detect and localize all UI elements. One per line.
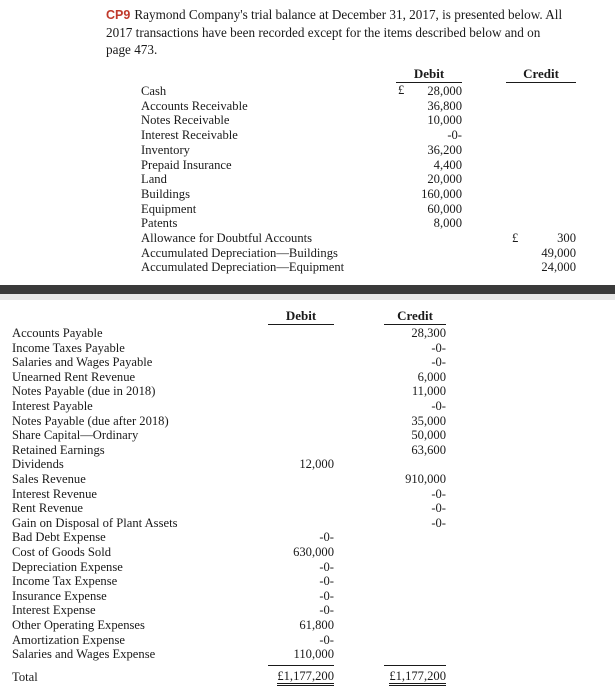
top-debit-currency: £	[398, 83, 405, 97]
bottom-credit-value: -0-	[431, 515, 446, 530]
total-debit-value: £1,177,200	[277, 669, 334, 686]
bottom-account: Depreciation Expense	[12, 559, 123, 574]
top-debit-value: 36,800	[427, 98, 462, 113]
bottom-credit-value	[384, 603, 446, 618]
bottom-account: Income Taxes Payable	[12, 340, 125, 355]
bottom-debit-value	[268, 326, 334, 341]
bottom-account: Accounts Payable	[12, 326, 103, 340]
top-debit-value	[396, 231, 462, 246]
total-debit	[268, 665, 334, 685]
top-account: Accumulated Depreciation—Equipment	[141, 260, 345, 275]
bottom-debit-value	[268, 370, 334, 385]
top-credit-value	[506, 158, 576, 173]
bottom-account: Interest Revenue	[12, 486, 97, 501]
bottom-debit-header: Debit	[268, 308, 334, 325]
top-account: Notes Receivable	[141, 113, 230, 128]
bottom-account: Salaries and Wages Payable	[12, 355, 153, 370]
bottom-credit-value: -0-	[431, 355, 446, 370]
page-band	[0, 294, 615, 300]
top-credit-value	[506, 99, 576, 114]
bottom-credit-value: 11,000	[411, 384, 446, 399]
bottom-credit-value: -0-	[431, 486, 446, 501]
top-debit-value: -0-	[447, 128, 462, 143]
top-account: Buildings	[141, 186, 190, 201]
top-credit-value	[506, 143, 576, 158]
bottom-debit-value	[268, 428, 334, 443]
bottom-account: Notes Payable (due after 2018)	[12, 413, 169, 428]
bottom-account: Notes Payable (due in 2018)	[12, 384, 156, 399]
bottom-credit-value	[384, 545, 446, 560]
bottom-debit-value: -0-	[319, 574, 334, 589]
bottom-account: Dividends	[12, 457, 64, 472]
bottom-debit-value	[268, 472, 334, 487]
top-debit-value: 60,000	[427, 201, 462, 216]
top-account: Accumulated Depreciation—Buildings	[141, 245, 338, 260]
bottom-account: Income Tax Expense	[12, 574, 118, 589]
bottom-credit-value	[384, 530, 446, 545]
bottom-debit-value: 110,000	[293, 647, 334, 662]
bottom-debit-value: -0-	[319, 559, 334, 574]
top-credit-value: 49,000	[541, 245, 576, 260]
top-credit-value	[506, 113, 576, 128]
bottom-credit-value	[384, 633, 446, 648]
bottom-credit-value: -0-	[431, 340, 446, 355]
bottom-debit-value: 12,000	[299, 457, 334, 472]
bottom-credit-value: 63,600	[411, 442, 446, 457]
bottom-credit-value	[384, 618, 446, 633]
top-debit-value: 8,000	[433, 216, 462, 231]
bottom-debit-value	[268, 501, 334, 516]
bottom-account: Salaries and Wages Expense	[12, 647, 156, 662]
bottom-credit-value: -0-	[431, 501, 446, 516]
bottom-account: Insurance Expense	[12, 588, 107, 603]
bottom-debit-value: -0-	[319, 530, 334, 545]
top-credit-value	[506, 84, 576, 99]
bottom-account: Gain on Disposal of Plant Assets	[12, 515, 178, 530]
bottom-debit-value	[268, 414, 334, 429]
top-debit-value: 20,000	[427, 172, 462, 187]
top-debit-header: Debit	[396, 66, 462, 83]
bottom-account: Rent Revenue	[12, 501, 83, 516]
bottom-debit-value	[268, 384, 334, 399]
bottom-debit-value: 630,000	[293, 545, 334, 559]
bottom-credit-value: -0-	[431, 399, 446, 413]
bottom-credit-value: 35,000	[411, 413, 446, 428]
bottom-credit-value: 28,300	[411, 326, 446, 340]
top-account: Patents	[141, 216, 178, 231]
bottom-debit-value	[268, 399, 334, 414]
bottom-debit-value	[268, 341, 334, 356]
bottom-credit-value	[384, 574, 446, 589]
bottom-credit-value	[384, 560, 446, 575]
top-credit-value	[506, 216, 576, 231]
bottom-account: Interest Payable	[12, 399, 93, 413]
top-credit-value: 24,000	[541, 260, 576, 275]
page-divider	[0, 285, 615, 294]
bottom-credit-value: 6,000	[417, 369, 446, 384]
bottom-account: Retained Earnings	[12, 442, 105, 457]
bottom-credit-value	[384, 457, 446, 472]
top-account: Allowance for Doubtful Accounts	[141, 231, 313, 245]
top-debit-value: 10,000	[427, 113, 462, 128]
top-debit-value: 28,000	[427, 84, 462, 98]
bottom-account: Interest Expense	[12, 603, 96, 618]
top-account: Land	[141, 172, 167, 187]
top-credit-currency: £	[512, 231, 519, 245]
bottom-credit-value	[384, 589, 446, 604]
top-account: Interest Receivable	[141, 128, 238, 143]
total-credit-value: £1,177,200	[389, 669, 446, 686]
bottom-credit-value	[384, 647, 446, 662]
bottom-credit-header: Credit	[384, 308, 446, 325]
bottom-credit-value: 50,000	[411, 428, 446, 443]
total-credit	[384, 665, 446, 685]
total-label: Total	[12, 670, 38, 684]
bottom-debit-value: 61,800	[299, 618, 334, 632]
intro-line-1: Raymond Company's trial balance at December 31, 2017, is presented below. All	[134, 7, 563, 22]
intro-line-3: page 473.	[106, 42, 158, 57]
intro-line-2: 2017 transactions have been recorded except for the items described below and on	[106, 25, 541, 40]
bottom-debit-value	[268, 487, 334, 502]
bottom-account: Bad Debt Expense	[12, 530, 106, 545]
bottom-debit-value: -0-	[319, 603, 334, 618]
bottom-debit-value: -0-	[319, 632, 334, 647]
bottom-account: Amortization Expense	[12, 632, 125, 647]
bottom-debit-value	[268, 355, 334, 370]
bottom-account: Share Capital—Ordinary	[12, 428, 139, 443]
top-credit-value	[506, 187, 576, 202]
top-credit-value	[506, 172, 576, 187]
top-debit-value	[396, 246, 462, 261]
bottom-credit-value: 910,000	[405, 472, 446, 486]
top-account: Prepaid Insurance	[141, 157, 232, 172]
bottom-account: Unearned Rent Revenue	[12, 369, 136, 384]
bottom-account: Cost of Goods Sold	[12, 545, 112, 559]
top-account: Accounts Receivable	[141, 98, 248, 113]
bottom-debit-value: -0-	[319, 588, 334, 603]
top-credit-value	[506, 128, 576, 143]
top-debit-value	[396, 260, 462, 275]
top-credit-value: 300	[557, 231, 576, 245]
top-credit-header: Credit	[506, 66, 576, 83]
bottom-account: Sales Revenue	[12, 472, 86, 486]
top-debit-value: 160,000	[421, 186, 462, 201]
top-debit-value: 4,400	[433, 157, 462, 172]
bottom-debit-value	[268, 516, 334, 531]
top-account: Inventory	[141, 142, 190, 157]
top-account: Equipment	[141, 201, 197, 216]
bottom-debit-value	[268, 443, 334, 458]
top-credit-value	[506, 202, 576, 217]
problem-code: CP9	[106, 8, 131, 22]
bottom-account: Other Operating Expenses	[12, 618, 145, 632]
problem-intro	[106, 6, 606, 58]
top-account: Cash	[141, 84, 167, 98]
top-debit-value: 36,200	[427, 142, 462, 157]
